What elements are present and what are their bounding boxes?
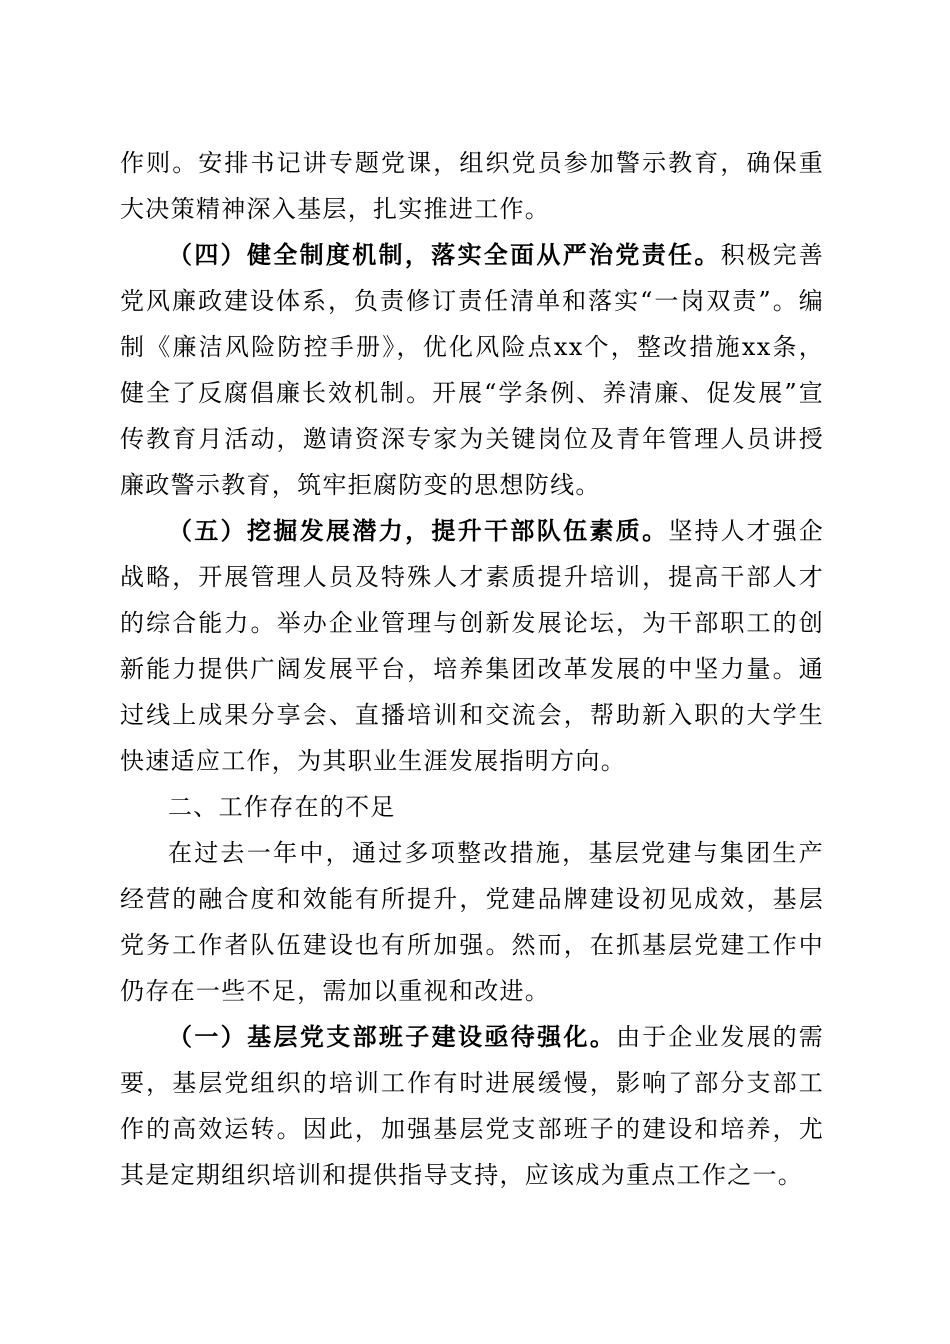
document-body — [120, 140, 824, 1198]
section-5-lead: （五）挖掘发展潜力，提升干部队伍素质。 — [168, 517, 669, 545]
intro-text: 在过去一年中，通过多项整改措施，基层党建与集团生产经营的融合度和效能有所提升，党建品牌建设初见成效，基层党务工作者队伍建设也有所加强。然而，在抓基层党建工作中仍存在一些不足，需加以重视和改进。 — [120, 839, 824, 1005]
paragraph-continued — [120, 140, 824, 232]
paragraph-section-5 — [120, 508, 824, 784]
section-heading-shortcomings: 二、工作存在的不足 — [168, 793, 396, 821]
paragraph-intro — [120, 830, 824, 1014]
section-4-lead: （四）健全制度机制，落实全面从严治党责任。 — [168, 241, 721, 269]
section-5-body: 坚持人才强企战略，开展管理人员及特殊人才素质提升培训，提高干部人才的综合能力。举办企业管理与创新发展论坛，为干部职工的创新能力提供广阔发展平台，培养集团改革发展的中坚力量。通过线上成果分享会、直播培训和交流会，帮助新入职的大学生快速适应工作，为其职业生涯发展指明方向。 — [120, 517, 824, 775]
paragraph-section-4 — [120, 232, 824, 508]
paragraph-issue-1 — [120, 1014, 824, 1198]
issue-1-lead: （一）基层党支部班子建设亟待强化。 — [168, 1023, 617, 1051]
paragraph-text: 作则。安排书记讲专题党课，组织党员参加警示教育，确保重大决策精神深入基层，扎实推进工作。 — [120, 149, 824, 223]
section-4-body: 积极完善党风廉政建设体系，负责修订责任清单和落实“一岗双责”。编制《廉洁风险防控手册》，优化风险点xx个，整改措施xx条，健全了反腐倡廉长效机制。开展“学条例、养清廉、促发展”宣传教育月活动，邀请资深专家为关键岗位及青年管理人员讲授廉政警示教育，筑牢拒腐防变的思想防线。 — [120, 241, 824, 499]
issue-1-body: 由于企业发展的需要，基层党组织的培训工作有时进展缓慢，影响了部分支部工作的高效运转。因此，加强基层党支部班子的建设和培养，尤其是定期组织培训和提供指导支持，应该成为重点工作之一。 — [120, 1023, 824, 1189]
